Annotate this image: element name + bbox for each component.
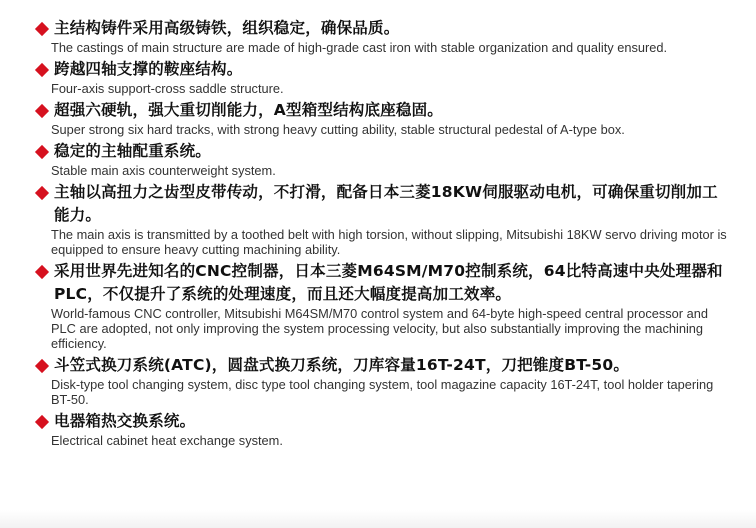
feature-desc-en: Disk-type tool changing system, disc type tool changing system, tool magazine capacity 16T-24T, tool holder tapering BT-50. <box>51 377 714 407</box>
feature-desc-en: The castings of main structure are made of high-grade cast iron with stable organization and quality ensured. <box>51 40 668 55</box>
feature-item-spindle-drive <box>34 181 732 257</box>
diamond-bullet-icon <box>35 63 49 77</box>
feature-desc-en: Four-axis support-cross saddle structure. <box>51 81 284 96</box>
feature-desc-en: World-famous CNC controller, Mitsubishi M64SM/M70 control system and 64-byte high-speed central processor and PLC are adopted, not only improving the system processing velocity, but also substantially improving the machining efficiency. <box>51 306 708 351</box>
diamond-bullet-icon <box>35 265 49 279</box>
feature-title-zh: 跨越四轴支撑的鞍座结构。 <box>54 60 243 78</box>
feature-title-zh: 采用世界先进知名的CNC控制器，日本三菱M64SM/M70控制系统，64比特高速中央处理器和PLC，不仅提升了系统的处理速度，而且还大幅度提高加工效率。 <box>54 262 723 303</box>
feature-item-heat-exchange <box>34 410 732 448</box>
diamond-bullet-icon <box>35 104 49 118</box>
diamond-bullet-icon <box>35 359 49 373</box>
diamond-bullet-icon <box>35 145 49 159</box>
feature-desc-en: Electrical cabinet heat exchange system. <box>51 433 283 448</box>
feature-item-hard-tracks <box>34 99 732 137</box>
feature-title-zh: 稳定的主轴配重系统。 <box>54 142 212 160</box>
feature-title-zh: 主轴以高扭力之齿型皮带传动，不打滑，配备日本三菱18KW伺服驱动电机，可确保重切削加工能力。 <box>54 183 718 224</box>
feature-item-saddle <box>34 58 732 96</box>
feature-item-tool-changer <box>34 354 732 407</box>
feature-desc-en: Super strong six hard tracks, with strong heavy cutting ability, stable structural pedestal of A-type box. <box>51 122 625 137</box>
diamond-bullet-icon <box>35 22 49 36</box>
bottom-shadow <box>0 510 756 528</box>
feature-title-zh: 电器箱热交换系统。 <box>54 412 196 430</box>
feature-item-cast-iron <box>34 17 732 55</box>
feature-title-zh: 主结构铸件采用高级铸铁，组织稳定，确保品质。 <box>54 19 400 37</box>
diamond-bullet-icon <box>35 415 49 429</box>
feature-title-zh: 斗笠式换刀系统(ATC)，圆盘式换刀系统，刀库容量16T-24T，刀把锥度BT-50。 <box>54 356 630 374</box>
feature-item-counterweight <box>34 140 732 178</box>
feature-desc-en: The main axis is transmitted by a toothed belt with high torsion, without slipping, Mitsubishi 18KW servo driving motor is equipped to ensure heavy cutting machining ability. <box>51 227 727 257</box>
feature-title-zh: 超强六硬轨，强大重切削能力，A型箱型结构底座稳固。 <box>54 101 443 119</box>
feature-desc-en: Stable main axis counterweight system. <box>51 163 276 178</box>
diamond-bullet-icon <box>35 186 49 200</box>
feature-item-cnc-controller <box>34 260 732 351</box>
